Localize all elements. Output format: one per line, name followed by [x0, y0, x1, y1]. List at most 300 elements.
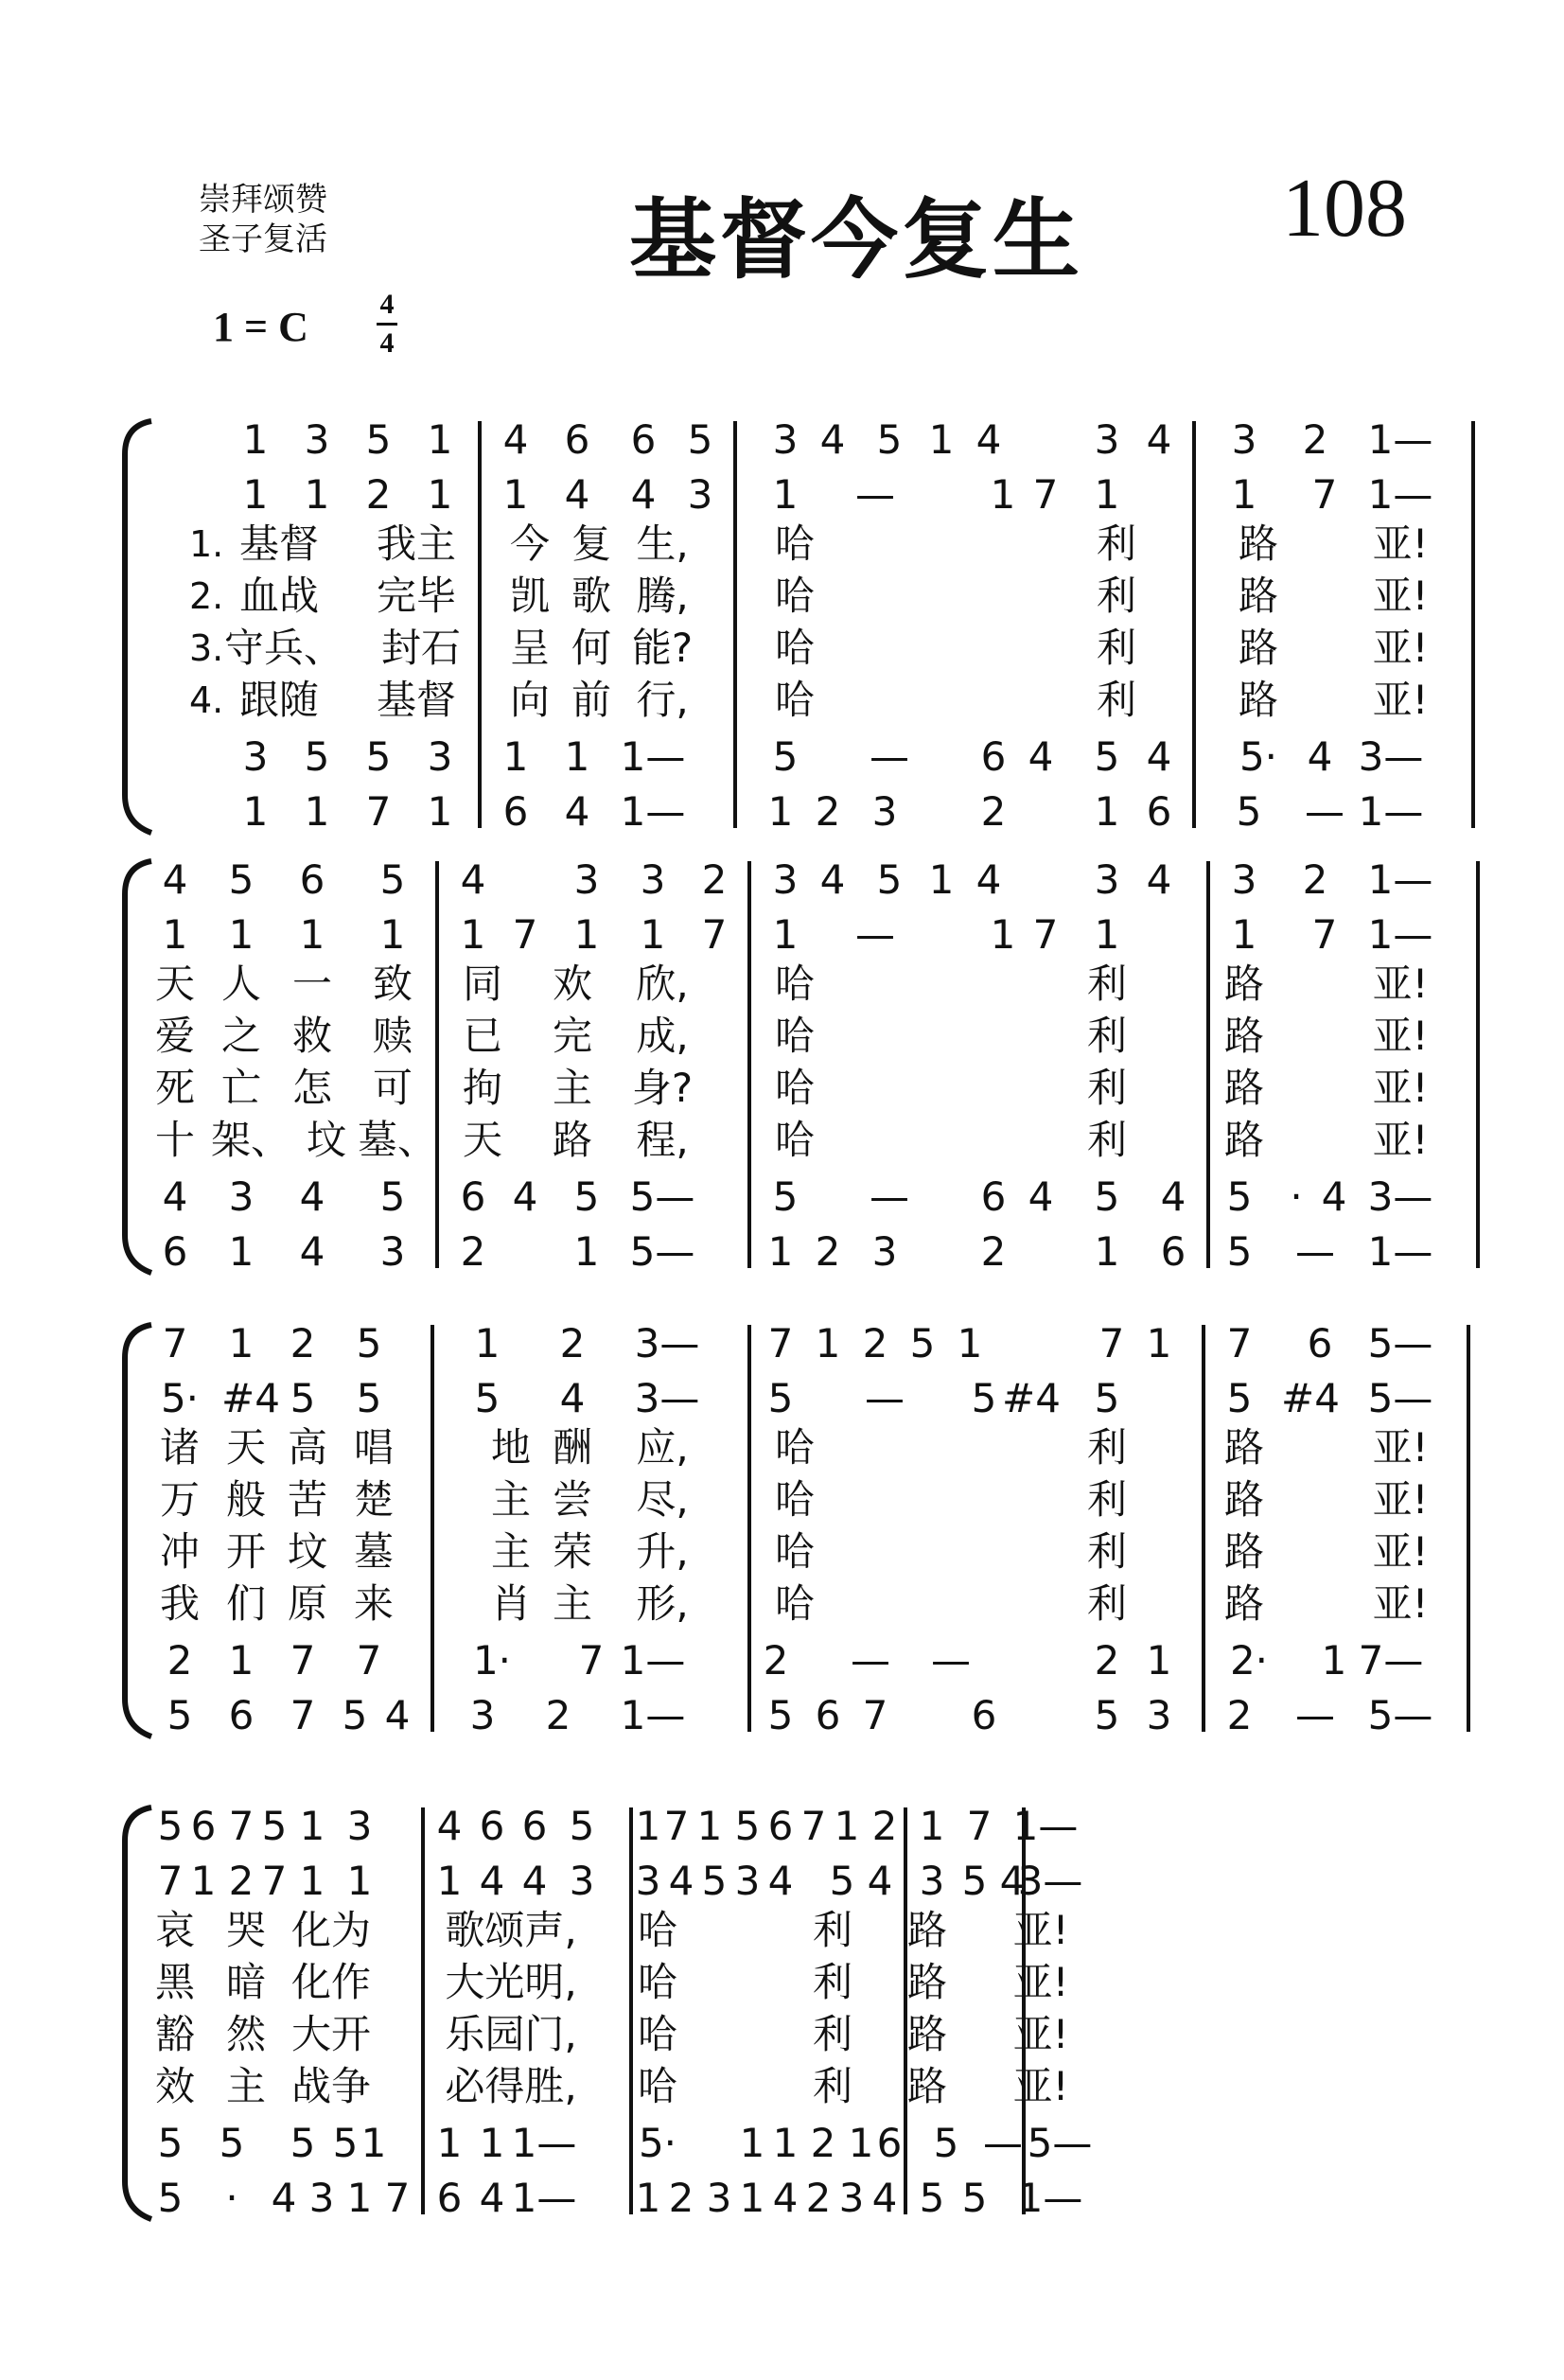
lyric-syllable: 赎: [372, 1013, 413, 1059]
note: 5: [1226, 1375, 1253, 1421]
lyric-syllable: 生,: [636, 520, 689, 567]
lyric-syllable: 尝: [552, 1476, 593, 1523]
note: 1: [815, 1320, 841, 1366]
note: 3: [640, 856, 666, 903]
note: 7: [228, 1803, 255, 1849]
note: 6: [815, 1692, 841, 1738]
note: 1—: [1012, 1803, 1079, 1849]
note: 1: [427, 416, 453, 463]
lyric-syllable: 路: [1223, 961, 1265, 1007]
verse-number: 2.: [189, 575, 224, 617]
note: 1: [346, 1858, 373, 1904]
verse-number: 3.: [189, 627, 224, 669]
note: 7: [157, 1858, 184, 1904]
lyric-syllable: 我主: [376, 520, 457, 567]
note: 7: [1226, 1320, 1253, 1366]
lyric-syllable: 完毕: [376, 573, 457, 619]
note: 5: [1094, 733, 1120, 780]
note: 5: [379, 1173, 406, 1220]
note: 1: [848, 2120, 874, 2166]
note: 4: [460, 856, 486, 903]
note: 2: [1302, 416, 1328, 463]
lyric-syllable: 开: [225, 1528, 267, 1575]
note: 1—: [511, 2175, 577, 2221]
note: 1: [360, 2120, 387, 2166]
note: 1: [564, 733, 590, 780]
lyric-line: [114, 1528, 1485, 1576]
lyric-syllable: 哈: [637, 2011, 678, 2057]
note: 1: [304, 471, 330, 518]
note: 6: [564, 416, 590, 463]
note: ·: [225, 2175, 238, 2221]
note: 5: [687, 416, 713, 463]
note: 3: [569, 1858, 595, 1904]
score-system-2: [114, 856, 1485, 1282]
note: 5: [734, 1803, 761, 1849]
note: 7: [1098, 1320, 1125, 1366]
note: 5: [157, 1803, 184, 1849]
lyric-syllable: 亡: [220, 1065, 262, 1111]
note: 7: [767, 1320, 794, 1366]
note: 3—: [1017, 1858, 1083, 1904]
note: 3: [1094, 856, 1120, 903]
note: —: [855, 911, 895, 958]
lyric-syllable: 荣: [552, 1528, 593, 1575]
note: 1—: [1367, 911, 1433, 958]
lyric-syllable: 程,: [636, 1117, 689, 1163]
note: 1: [1094, 911, 1120, 958]
lyric-syllable: 地: [490, 1424, 532, 1471]
note: 3: [304, 416, 330, 463]
lyric-syllable: 哈: [774, 1476, 816, 1523]
note: 4: [1028, 1173, 1054, 1220]
note: 6: [479, 1803, 505, 1849]
lyric-syllable: 路: [1223, 1424, 1265, 1471]
note: 5—: [629, 1173, 695, 1220]
lyric-syllable: 哈: [637, 1959, 678, 2005]
note: 1: [928, 856, 955, 903]
voice-part: [114, 471, 1485, 519]
lyric-syllable: 亚!: [1372, 1424, 1429, 1471]
note: 4: [975, 856, 1002, 903]
lyric-syllable: 战争: [290, 2063, 372, 2109]
lyric-syllable: 天: [462, 1117, 503, 1163]
note: 7: [1032, 911, 1059, 958]
lyric-syllable: 豁: [154, 2011, 196, 2057]
note: 6: [521, 1803, 548, 1849]
note: 6: [190, 1803, 217, 1849]
lyric-line: [114, 1907, 1485, 1954]
note: 6: [980, 733, 1007, 780]
lyric-syllable: 亚!: [1372, 1065, 1429, 1111]
lyric-syllable: 亚!: [1012, 2011, 1069, 2057]
lyric-syllable: 化为: [290, 1907, 372, 1953]
note: 5: [365, 416, 392, 463]
lyric-syllable: 亚!: [1372, 520, 1429, 567]
lyric-syllable: 致: [372, 961, 413, 1007]
note: 4: [772, 2175, 799, 2221]
lyric-syllable: 主: [490, 1528, 532, 1575]
note: 4: [299, 1173, 325, 1220]
note: 7: [578, 1637, 605, 1684]
note: 7: [384, 2175, 411, 2221]
lyric-syllable: 架、: [210, 1117, 291, 1163]
note: 4: [871, 2175, 898, 2221]
lyric-syllable: 腾,: [636, 573, 689, 619]
note: 1: [990, 911, 1016, 958]
note: 2·: [1229, 1637, 1269, 1684]
note: 4: [867, 1858, 893, 1904]
note: 3: [706, 2175, 732, 2221]
note: 2: [668, 2175, 694, 2221]
note: 1: [228, 1228, 255, 1275]
voice-part: [114, 733, 1485, 781]
lyric-syllable: 肖: [490, 1580, 532, 1627]
note: 3—: [634, 1375, 700, 1421]
note: —: [870, 733, 909, 780]
note: 5—: [1027, 2120, 1093, 2166]
note: 5: [1094, 1692, 1120, 1738]
note: 7: [356, 1637, 382, 1684]
lyric-syllable: 哈: [637, 2063, 678, 2109]
lyric-syllable: 路: [1223, 1580, 1265, 1627]
lyric-line: [114, 1013, 1485, 1060]
note: 7: [290, 1637, 316, 1684]
lyric-syllable: 坟: [306, 1117, 347, 1163]
verse-number: 4.: [189, 679, 224, 721]
note: 1: [696, 1803, 723, 1849]
note: 1: [190, 1858, 217, 1904]
note: 1: [772, 471, 799, 518]
note: 6: [299, 856, 325, 903]
note: 5: [332, 2120, 359, 2166]
note: 5: [356, 1320, 382, 1366]
note: 7—: [1358, 1637, 1424, 1684]
note: 4: [564, 471, 590, 518]
note: 5: [365, 733, 392, 780]
note: 4: [162, 1173, 188, 1220]
lyric-syllable: 万: [159, 1476, 201, 1523]
note: 3—: [1358, 733, 1424, 780]
note: 1: [299, 1803, 325, 1849]
lyric-syllable: 路: [1238, 573, 1279, 619]
note: 5: [290, 2120, 316, 2166]
lyric-syllable: 今: [509, 520, 551, 567]
hymn-title: 基督今复生: [629, 189, 1084, 291]
note: 1: [573, 1228, 600, 1275]
note: 5: [1236, 788, 1262, 835]
note: 5: [356, 1375, 382, 1421]
note: 1: [1094, 788, 1120, 835]
note: 1: [640, 911, 666, 958]
note: 1: [1146, 1637, 1172, 1684]
note: 7: [800, 1803, 827, 1849]
lyric-syllable: 死: [154, 1065, 196, 1111]
lyric-syllable: 利: [1096, 520, 1137, 567]
lyric-syllable: 亚!: [1372, 1476, 1429, 1523]
lyric-syllable: 哈: [774, 625, 816, 671]
note: 1: [1146, 1320, 1172, 1366]
lyric-syllable: 亚!: [1372, 573, 1429, 619]
lyric-syllable: 完: [552, 1013, 593, 1059]
score-system-3: [114, 1320, 1485, 1746]
lyric-line: [114, 2011, 1485, 2058]
lyric-syllable: 利: [812, 1959, 853, 2005]
note: 1: [304, 788, 330, 835]
lyric-syllable: 一: [291, 961, 333, 1007]
note: 4: [1146, 733, 1172, 780]
category-line-2: 圣子复活: [199, 220, 327, 258]
lyric-syllable: 爱: [154, 1013, 196, 1059]
note: 5: [261, 1803, 288, 1849]
lyric-syllable: 亚!: [1012, 1907, 1069, 1953]
note: 7: [365, 788, 392, 835]
voice-part: [114, 1858, 1485, 1905]
lyric-syllable: 必得胜,: [445, 2063, 577, 2109]
note: #4: [1002, 1375, 1061, 1421]
note: 5: [971, 1375, 997, 1421]
lyric-syllable: 天: [225, 1424, 267, 1471]
note: 1: [242, 471, 269, 518]
note: 1: [1231, 471, 1257, 518]
lyric-syllable: 利: [1086, 1013, 1128, 1059]
voice-part: [114, 1637, 1485, 1684]
note: #4: [221, 1375, 280, 1421]
note: 7: [1311, 911, 1338, 958]
lyric-syllable: 墓: [353, 1528, 395, 1575]
note: 5: [933, 2120, 959, 2166]
note: 2: [228, 1858, 255, 1904]
note: 7: [701, 911, 728, 958]
lyric-syllable: 大光明,: [445, 1959, 577, 2005]
note: 1: [739, 2175, 765, 2221]
note: 6: [502, 788, 529, 835]
lyric-syllable: 酬: [552, 1424, 593, 1471]
note: 4: [299, 1228, 325, 1275]
note: 2: [805, 2175, 832, 2221]
lyric-syllable: 亚!: [1012, 1959, 1069, 2005]
note: 5: [961, 1858, 988, 1904]
note: 3: [573, 856, 600, 903]
note: 5: [876, 416, 903, 463]
note: 5: [909, 1320, 936, 1366]
note: 5: [573, 1173, 600, 1220]
lyric-syllable: 高: [287, 1424, 328, 1471]
lyric-syllable: 我: [159, 1580, 201, 1627]
note: 2: [980, 788, 1007, 835]
note: 6: [1146, 788, 1172, 835]
note: —: [1305, 788, 1344, 835]
note: 1: [990, 471, 1016, 518]
note: 1: [635, 1803, 661, 1849]
note: 7: [862, 1692, 888, 1738]
lyric-syllable: 哀: [154, 1907, 196, 1953]
voice-part: [114, 1803, 1485, 1850]
note: 1: [739, 2120, 765, 2166]
lyric-syllable: 利: [1096, 573, 1137, 619]
note: 1—: [1367, 416, 1433, 463]
note: 5: [219, 2120, 245, 2166]
note: 2: [810, 2120, 836, 2166]
lyric-syllable: 亚!: [1372, 961, 1429, 1007]
note: 6: [1160, 1228, 1186, 1275]
note: 1: [460, 911, 486, 958]
lyric-syllable: 血战: [238, 573, 320, 619]
lyric-syllable: 跟随: [238, 677, 320, 723]
lyric-syllable: 般: [225, 1476, 267, 1523]
lyric-syllable: 基督: [238, 520, 320, 567]
note: 2: [871, 1803, 898, 1849]
note: 5: [1094, 1173, 1120, 1220]
lyric-syllable: 利: [1086, 1580, 1128, 1627]
note: 1: [834, 1803, 860, 1849]
lyric-syllable: 利: [1096, 677, 1137, 723]
note: 7: [261, 1858, 288, 1904]
note: 4: [1307, 733, 1333, 780]
lyric-syllable: 亚!: [1012, 2063, 1069, 2109]
note: 4: [819, 856, 846, 903]
note: 4: [564, 788, 590, 835]
note: —: [851, 1637, 890, 1684]
lyric-syllable: 哈: [774, 520, 816, 567]
note: 4: [1028, 733, 1054, 780]
lyric-syllable: 之: [220, 1013, 262, 1059]
lyric-line: [114, 1117, 1485, 1164]
note: 5: [919, 2175, 945, 2221]
note: 1—: [1367, 856, 1433, 903]
note: 3: [1094, 416, 1120, 463]
note: —: [855, 471, 895, 518]
lyric-syllable: 路: [1238, 677, 1279, 723]
note: 1: [1094, 1228, 1120, 1275]
note: —: [983, 2120, 1023, 2166]
note: 6: [971, 1692, 997, 1738]
lyric-syllable: 路: [1223, 1528, 1265, 1575]
lyric-syllable: 向: [509, 677, 551, 723]
note: 1: [242, 416, 269, 463]
note: 2: [545, 1692, 571, 1738]
lyric-syllable: 路: [906, 2011, 948, 2057]
note: 1—: [620, 733, 686, 780]
lyric-syllable: 复: [571, 520, 612, 567]
time-signature-top: 4: [379, 289, 395, 320]
note: 5: [961, 2175, 988, 2221]
note: 1: [427, 471, 453, 518]
lyric-syllable: 亚!: [1372, 1013, 1429, 1059]
lyric-syllable: 能?: [631, 625, 694, 671]
note: 5—: [1367, 1375, 1433, 1421]
lyric-syllable: 利: [812, 2011, 853, 2057]
lyric-syllable: 行,: [636, 677, 689, 723]
note: 4: [1160, 1173, 1186, 1220]
note: 6: [1307, 1320, 1333, 1366]
note: 5: [1226, 1173, 1253, 1220]
note: 4: [479, 1858, 505, 1904]
note: 4: [1321, 1173, 1347, 1220]
note: 4: [502, 416, 529, 463]
lyric-syllable: 哭: [225, 1907, 267, 1953]
note: 1—: [1367, 471, 1433, 518]
note: 2: [365, 471, 392, 518]
note: 4: [479, 2175, 505, 2221]
note: 1—: [511, 2120, 577, 2166]
note: 1: [1231, 911, 1257, 958]
lyric-syllable: 基督: [376, 677, 457, 723]
note: 1—: [1017, 2175, 1083, 2221]
note: 1: [635, 2175, 661, 2221]
lyric-syllable: 路: [1238, 625, 1279, 671]
lyric-syllable: 升,: [636, 1528, 689, 1575]
lyric-syllable: 亚!: [1372, 625, 1429, 671]
lyric-syllable: 路: [906, 1959, 948, 2005]
note: 6: [767, 1803, 794, 1849]
note: 4: [668, 1858, 694, 1904]
lyric-syllable: 哈: [774, 573, 816, 619]
lyric-syllable: 利: [1086, 961, 1128, 1007]
lyric-syllable: 已: [462, 1013, 503, 1059]
lyric-syllable: 路: [1223, 1065, 1265, 1111]
note: 1: [436, 2120, 463, 2166]
lyric-syllable: 路: [906, 2063, 948, 2109]
lyric-syllable: 利: [812, 1907, 853, 1953]
lyric-syllable: 哈: [774, 961, 816, 1007]
note: 6: [162, 1228, 188, 1275]
note: 1: [502, 733, 529, 780]
note: 5: [474, 1375, 501, 1421]
note: 1: [162, 911, 188, 958]
lyric-syllable: 诸: [159, 1424, 201, 1471]
note: 1—: [620, 788, 686, 835]
note: 5: [772, 1173, 799, 1220]
lyric-syllable: 亚!: [1372, 1117, 1429, 1163]
lyric-syllable: 救: [291, 1013, 333, 1059]
note: 3: [871, 788, 898, 835]
note: 5: [304, 733, 330, 780]
voice-part: [114, 2175, 1485, 2222]
note: 2: [460, 1228, 486, 1275]
note: 1—: [620, 1637, 686, 1684]
note: 6: [630, 416, 657, 463]
lyric-syllable: 楚: [353, 1476, 395, 1523]
note: 4: [436, 1803, 463, 1849]
lyric-syllable: 们: [225, 1580, 267, 1627]
note: 2: [701, 856, 728, 903]
note: 5: [876, 856, 903, 903]
note: —: [1295, 1228, 1335, 1275]
lyric-syllable: 亚!: [1372, 1528, 1429, 1575]
lyric-syllable: 苦: [287, 1476, 328, 1523]
voice-part: [114, 788, 1485, 836]
voice-part: [114, 1692, 1485, 1739]
note: 5: [1226, 1228, 1253, 1275]
note: 3: [308, 2175, 335, 2221]
note: 2: [1302, 856, 1328, 903]
note: 3—: [634, 1320, 700, 1366]
lyric-syllable: 天: [154, 961, 196, 1007]
note: 5·: [1239, 733, 1278, 780]
note: 5: [701, 1858, 728, 1904]
note: 5: [167, 1692, 193, 1738]
lyric-syllable: 主: [552, 1065, 593, 1111]
note: 1—: [620, 1692, 686, 1738]
hymn-number: 108: [1282, 163, 1407, 255]
voice-part: [114, 1173, 1485, 1221]
note: 4: [767, 1858, 794, 1904]
lyric-syllable: 哈: [637, 1907, 678, 1953]
note: 2: [559, 1320, 586, 1366]
note: 1: [767, 1228, 794, 1275]
note: 1: [299, 911, 325, 958]
